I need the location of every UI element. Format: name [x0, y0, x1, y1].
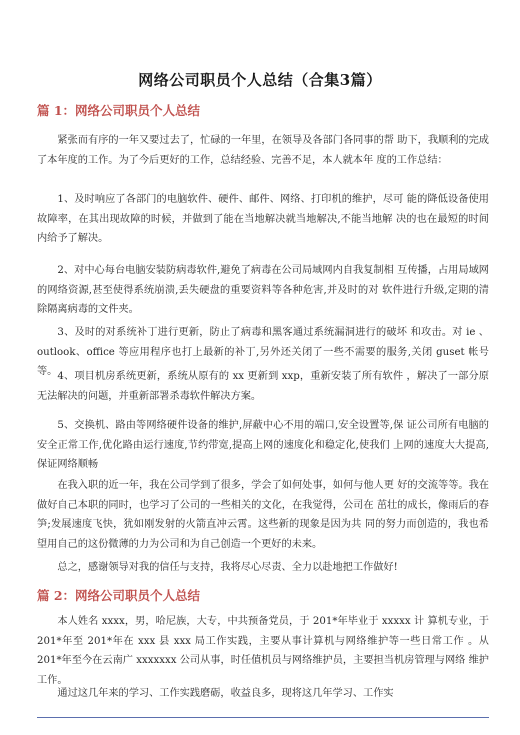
section-1-heading: 篇 1：网络公司职员个人总结 [37, 103, 201, 118]
section-1-paragraph-reflection: 在我入职的近一年，我在公司学到了很多，学会了如何处事，如何与他人更 好的交流等等。我在做好自己本职的同时，也学习了公司的一些相关的文化，在我觉得，公司在 茁壮的成长，像雨后的春笋;发展速度飞快，犹如刚发射的火箭直冲云霄。这些新的现象是因为共 同的努力而创造的，我也希望用自己的这份微薄的力为公司和为自己创造一个更好的未来。 [37, 480, 489, 550]
section-2-heading: 篇 2：网络公司职员个人总结 [37, 588, 201, 603]
section-2-paragraph-continuation: 通过这几年来的学习、工作实践磨砺，收益良多，现将这几年学习、工作实 [57, 688, 394, 699]
section-1-paragraph-intro: 紧张而有序的一年又要过去了，忙碌的一年里，在领导及各部门各同事的帮 助下，我顺利的完成了本年度的工作。为了今后更好的工作，总结经验、完善不足，本人就本年 度的工作总结： [37, 135, 489, 166]
document-title: 网络公司职员个人总结（合集3篇） [138, 71, 382, 89]
section-1-paragraph-item-5: 5、交换机、路由等网络硬件设备的维护,屏蔽中心不用的端口,安全设置等,保 证公司所有电脑的安全正常工作,优化路由运行速度,节约带宽,提高上网的速度化和稳定化,使我们 上网的速度大大提高,保证网络顺畅 [37, 420, 489, 470]
section-1-paragraph-item-2: 2、对中心每台电脑安装防病毒软件,避免了病毒在公司局域网内自我复制相 互传播，占用局域网的网络资源,甚至使得系统崩溃,丢失硬盘的重要资料等各种危害,并及时的对 软件进行升级,定期的清除隔离病毒的文件夹。 [37, 265, 489, 315]
section-1-paragraph-item-3: 3、及时的对系统补丁进行更新，防止了病毒和黑客通过系统漏洞进行的破坏 和攻击。对 ie 、outlook、office 等应用程序也打上最新的补丁,另外还关闭了一些不需要的服务,关闭 guset 帐号等。 [37, 327, 489, 377]
section-1-paragraph-item-1: 1、及时响应了各部门的电脑软件、硬件、邮件、网络、打印机的维护，尽可 能的降低设备使用故障率，在其出现故障的时候，并做到了能在当地解决就当地解决,不能当地解 决的也在最短的时间内给予了解决。 [37, 194, 489, 244]
section-1-paragraph-item-4: 4、项目机房系统更新，系统从原有的 xx 更新到 xxp，重新安装了所有软件 ，解决了一部分原无法解决的问题，并重新部署杀毒软件解决方案。 [37, 371, 489, 402]
page-bottom-rule [37, 717, 489, 718]
section-1-paragraph-closing: 总之，感谢领导对我的信任与支持，我将尽心尽责、全力以赴地把工作做好! [57, 562, 398, 573]
section-2-paragraph-profile: 本人姓名 xxxx，男，哈尼族，大专，中共预备党员，于 201*年毕业于 xxxxx 计 算机专业，于 201*年至 201*年在 xxx 县 xxx 局工作实践，主要从事计算机与网络维护等一些日常工作 。从 201*年至今在云南广 xxxxxxx 公司从事，时任值机员与网络维护员，主要担当机房管理与网络 维护工作。 [37, 616, 489, 686]
